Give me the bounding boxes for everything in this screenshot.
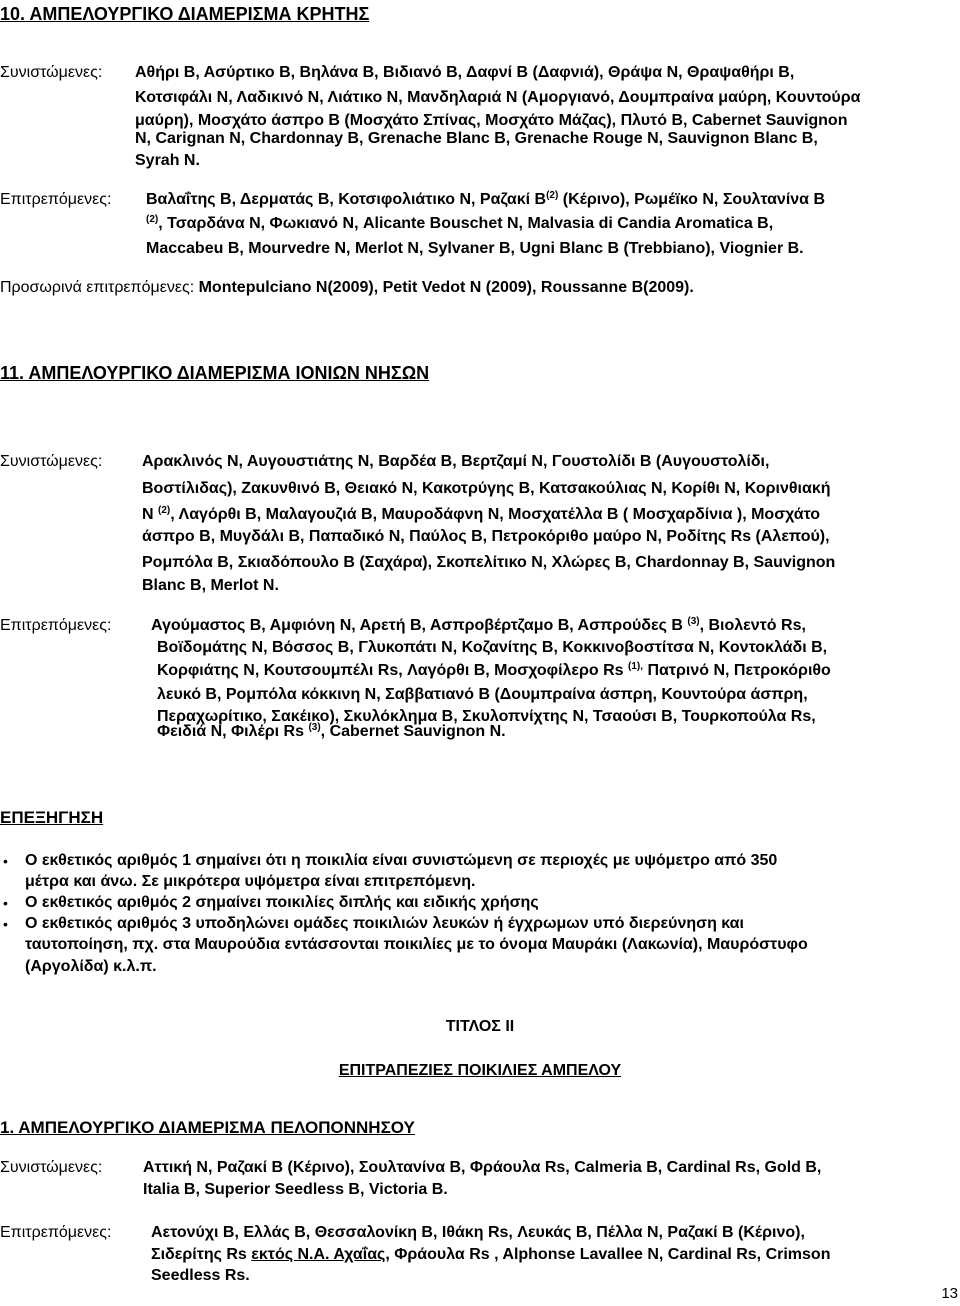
footnote-marker: (3) xyxy=(308,722,321,733)
bullet-icon: • xyxy=(3,916,8,932)
footnote-marker: (2) xyxy=(158,505,171,516)
section-11-recommended-line-3: Ν $^{(2)}$, Λαγόρθι Β, Μαλαγουζιά Β, Μαυροδάφνη Ν, Μοσχατέλλα Β ( Μοσχαρδίνια ), Μοσχάτο xyxy=(142,505,821,523)
section-11-permitted-line-2: Βοϊδομάτης Ν, Βόσσος Β, Γλυκοπάτι Ν, Κοζανίτης Β, Κοκκινοβοστίτσα Ν, Κοντοκλάδι Β, xyxy=(157,639,828,656)
section-10-recommended-line-3: μαύρη), Μοσχάτο άσπρο Β (Μοσχάτο Σπίνας, Μοσχάτο Μάζας), Πλυτό Β, Cabernet Sauvignon xyxy=(135,112,848,129)
explanation-item-1-line-2: μέτρα και άνω. Σε μικρότερα υψόμετρα είναι επιτρεπόμενη. xyxy=(25,873,476,890)
section-10-temporary-list: Montepulciano N(2009), Petit Vedot N (2009), Roussanne B(2009). xyxy=(198,279,694,296)
section-10-recommended-line-2: Κοτσιφάλι Ν, Λαδικινό Ν, Λιάτικο Ν, Μανδηλαριά Ν (Αμοργιανό, Δουμπραίνα μαύρη, Κουντούρα xyxy=(135,89,861,106)
section-1-recommended-line-1: Αττική Ν, Ραζακί Β (Κέρινο), Σουλτανίνα Β, Φράουλα Rs, Calmeria B, Cardinal Rs, Gold B, xyxy=(143,1159,822,1176)
section-1-permitted-line-1: Αετονύχι Β, Ελλάς Β, Θεσσαλονίκη Β, Ιθάκη Rs, Λευκάς Β, Πέλλα Ν, Ραζακί Β (Κέρινο), xyxy=(151,1224,805,1241)
section-1-permitted-line-2: Σιδερίτης Rs εκτός Ν.Α. Αχαΐας, Φράουλα Rs , Alphonse Lavallee N, Cardinal Rs, Crimson xyxy=(151,1246,831,1263)
section-1-heading: 1. ΑΜΠΕΛΟΥΡΓΙΚΟ ΔΙΑΜΕΡΙΣΜΑ ΠΕΛΟΠΟΝΝΗΣΟΥ xyxy=(0,1118,415,1137)
section-11-heading: 11. ΑΜΠΕΛΟΥΡΓΙΚΟ ΔΙΑΜΕΡΙΣΜΑ ΙΟΝΙΩΝ ΝΗΣΩΝ xyxy=(0,363,430,383)
section-11-permitted-line-4: λευκό Β, Ρομπόλα κόκκινη Ν, Σαββατιανό Β (Δουμπραίνα άσπρη, Κουντούρα άσπρη, xyxy=(157,686,808,703)
section-11-recommended-line-1: Αρακλινός Ν, Αυγουστιάτης Ν, Βαρδέα Β, Βερτζαμί Ν, Γουστολίδι Β (Αυγουστολίδι, xyxy=(142,453,770,470)
section-10-permitted-line-3: Maccabeu Β, Mourvedre Ν, Merlot Ν, Sylvaner Β, Ugni Blanc Β (Trebbiano), Viognier Β. xyxy=(146,240,804,257)
bullet-icon: • xyxy=(3,895,8,911)
section-10-recommended-line-4: Ν, Carignan Ν, Chardonnay Β, Grenache Blanc Β, Grenache Rouge Ν, Sauvignon Blanc Β, xyxy=(135,130,818,147)
section-1-recommended-line-2: Italia B, Superior Seedless B, Victoria B. xyxy=(143,1181,448,1198)
title-ii: ΤΙΤΛΟΣ ΙΙ xyxy=(445,1018,515,1035)
footnote-marker: (1), xyxy=(628,661,644,672)
section-11-recommended-line-5: Ρομπόλα Β, Σκιαδόπουλο Β (Σαχάρα), Σκοπελίτικο Ν, Χλώρες Β, Chardonnay B, Sauvignon xyxy=(142,554,836,571)
explanation-item-3-line-1: Ο εκθετικός αριθμός 3 υποδηλώνει ομάδες ποικιλιών λευκών ή έγχρωμων υπό διερεύνηση και xyxy=(25,915,744,932)
section-1-permitted-line-3: Seedless Rs. xyxy=(151,1267,250,1284)
explanation-heading: ΕΠΕΞΗΓΗΣΗ xyxy=(0,808,104,827)
footnote-marker: (2) xyxy=(146,214,159,225)
explanation-item-2: Ο εκθετικός αριθμός 2 σημαίνει ποικιλίες διπλής και ειδικής χρήσης xyxy=(25,894,539,911)
footnote-marker: (2) xyxy=(546,190,559,201)
explanation-item-3-line-2: ταυτοποίηση, πχ. στα Μαυρούδια εντάσσονται ποικιλίες με το όνομα Μαυράκι (Λακωνία), Μαυρόστυφο xyxy=(25,936,808,953)
section-10-recommended-line-5: Syrah Ν. xyxy=(135,152,200,169)
section-11-recommended-label: Συνιστώμενες: xyxy=(0,453,103,470)
section-10-temporary-line xyxy=(0,278,694,298)
title-ii-subtitle: ΕΠΙΤΡΑΠΕΖΙΕΣ ΠΟΙΚΙΛΙΕΣ ΑΜΠΕΛΟΥ xyxy=(338,1062,622,1079)
section-11-permitted-line-5: Περαχωρίτικο, Σακέικο), Σκυλόκλημα Β, Σκυλοπνίχτης Ν, Τσαούσι Β, Τουρκοπούλα Rs, xyxy=(157,708,816,725)
section-11-recommended-line-4: άσπρο Β, Μυγδάλι Β, Παπαδικό Ν, Παύλος Β, Πετροκόριθο μαύρο Ν, Ροδίτης Rs (Αλεπού), xyxy=(142,528,830,545)
section-11-recommended-line-6: Blanc B, Merlot N. xyxy=(142,577,279,594)
section-10-recommended-line-1: Αθήρι Β, Ασύρτικο Β, Βηλάνα Β, Βιδιανό Β, Δαφνί Β (Δαφνιά), Θράψα Ν, Θραψαθήρι Β, xyxy=(135,64,795,81)
section-1-recommended-label: Συνιστώμενες: xyxy=(0,1159,103,1176)
section-11-permitted-line-1: Αγούμαστος Β, Αμφιόνη Ν, Αρετή Β, Ασπροβέρτζαμο Β, Ασπρούδες Β $^{(3)}$, Βιολεντό Rs, xyxy=(151,616,806,634)
section-10-permitted-line-1: Βαλαΐτης Β, Δερματάς Β, Κοτσιφολιάτικο Ν, Ραζακί $B^{(2)}$ (Κέρινο), Ρωμέϊκο Ν, Σουλτανίνα Β xyxy=(146,190,826,208)
section-11-permitted-line-6: Φειδιά Ν, Φιλέρι Rs $^{(3)}$, Cabernet Sauvignon N. xyxy=(157,722,506,740)
section-10-permitted-line-2: $^{(2)}$, Τσαρδάνα Ν, Φωκιανό Ν, Alicante Bouschet Ν, Malvasia di Candia Aromatica Β, xyxy=(146,214,774,232)
region-note: εκτός Ν.Α. Αχαΐας xyxy=(251,1246,386,1263)
section-1-permitted-label: Επιτρεπόμενες: xyxy=(0,1224,112,1241)
explanation-item-1-line-1: Ο εκθετικός αριθμός 1 σημαίνει ότι η ποικιλία είναι συνιστώμενη σε περιοχές με υψόμετρο από 350 xyxy=(25,852,778,869)
section-10-temporary-label: Προσωρινά επιτρεπόμενες: xyxy=(0,279,195,296)
section-10-heading: 10. ΑΜΠΕΛΟΥΡΓΙΚΟ ΔΙΑΜΕΡΙΣΜΑ ΚΡΗΤΗΣ xyxy=(0,4,370,24)
section-11-permitted-label: Επιτρεπόμενες: xyxy=(0,617,112,634)
section-11-permitted-line-3: Κορφιάτης Ν, Κουτσουμπέλι Rs, Λαγόρθι Β, Μοσχοφίλερο Rs $^{(1),}$ Πατρινό Ν, Πετροκόριθο xyxy=(157,661,831,679)
page-number: 13 xyxy=(941,1285,958,1302)
footnote-marker: (3) xyxy=(687,616,700,627)
section-11-recommended-line-2: Βοστίλιδας), Ζακυνθινό Β, Θειακό Ν, Κακοτρύγης Β, Κατσακούλιας Ν, Κορίθι Ν, Κορινθιακή xyxy=(142,480,831,497)
explanation-item-3-line-3: (Αργολίδα) κ.λ.π. xyxy=(25,958,157,975)
bullet-icon: • xyxy=(3,853,8,869)
section-10-permitted-label: Επιτρεπόμενες: xyxy=(0,191,112,208)
section-10-recommended-label: Συνιστώμενες: xyxy=(0,64,103,81)
